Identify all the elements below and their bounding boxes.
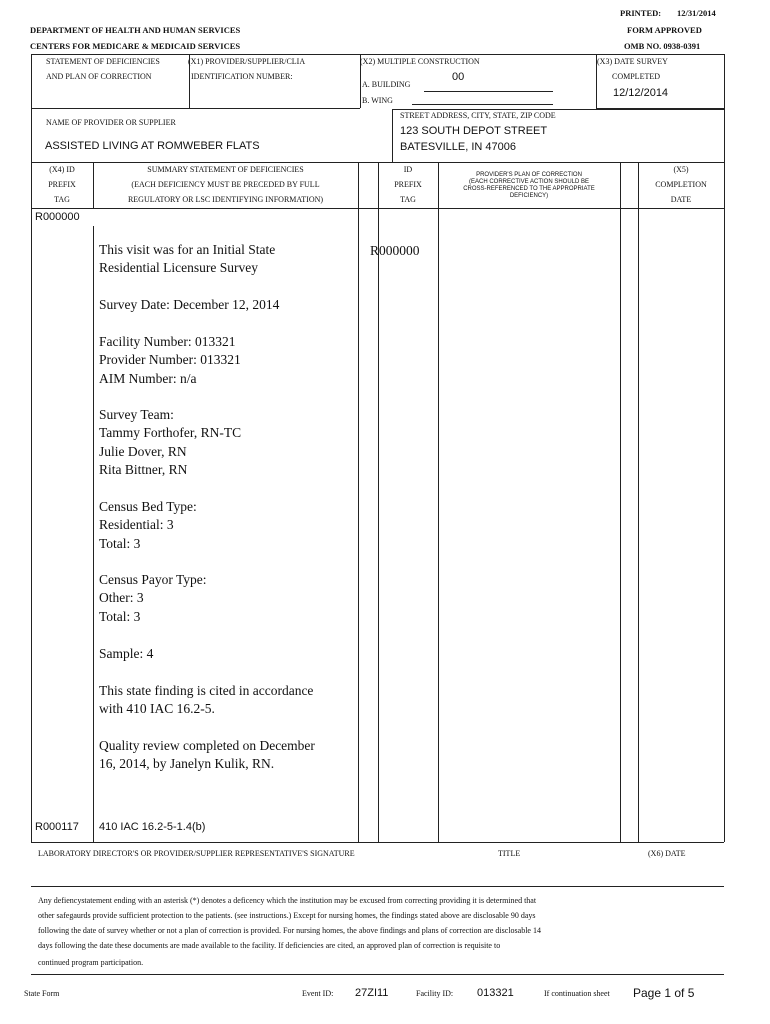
tag-top: R000000 (35, 211, 80, 223)
box-left-border (31, 54, 32, 108)
x3-date-value: 12/12/2014 (613, 87, 669, 99)
wing-label: B. WING (362, 96, 393, 105)
finding-line: Provider Number: 013321 (99, 352, 241, 368)
id-header-1: ID (403, 165, 413, 174)
table-divider-tag-header (93, 162, 94, 208)
finding-line: Quality review completed on December (99, 738, 315, 753)
x5-header-1: (X5) (673, 165, 689, 174)
title-label: TITLE (498, 849, 521, 858)
x3-label: (X3) DATE SURVEY (597, 57, 668, 66)
disclaimer-line: following the date of survey whether or not a plan of correction is provided. For nursing homes, the above findings and plans of correction are disclosable 14 (38, 926, 541, 935)
box-row-bottom-border-left (31, 108, 360, 109)
omb-number: OMB NO. 0938-0391 (624, 41, 701, 51)
wing-underline (412, 104, 553, 105)
regulation-bottom: 410 IAC 16.2-5-1.4(b) (99, 821, 206, 833)
provider-name-value: ASSISTED LIVING AT ROMWEBER FLATS (45, 140, 260, 152)
finding-line: with 410 IAC 16.2-5. (99, 701, 215, 717)
continuation-label: If continuation sheet (544, 989, 610, 998)
finding-line: Residential Licensure Survey (99, 260, 258, 276)
x1-label-1: (X1) PROVIDER/SUPPLIER/CLIA (188, 57, 306, 66)
finding-line: Census Payor Type: (99, 572, 207, 587)
x5-header-3: DATE (670, 195, 692, 204)
finding-line: Facility Number: 013321 (99, 334, 236, 349)
x4-header-1: (X4) ID (49, 165, 75, 174)
finding-line: This visit was for an Initial State (99, 242, 276, 257)
plan-header (438, 172, 620, 200)
summary-header-3: REGULATORY OR LSC IDENTIFYING INFORMATION) (127, 195, 324, 204)
finding-line: Tammy Forthofer, RN-TC (99, 425, 242, 441)
table-divider-tag (93, 226, 94, 842)
table-divider-plan (620, 162, 621, 842)
table-left-border (31, 162, 32, 842)
disclaimer-bottom-border (31, 974, 724, 975)
x4-header-2: PREFIX (48, 180, 76, 189)
disclaimer-line: Any defiencystatement ending with an asterisk (*) denotes a deficency which the institution may be excused from correcting providing it is determined that (38, 896, 537, 905)
finding-paragraph-5 (99, 498, 369, 553)
finding-line: This state finding is cited in accordance (99, 683, 314, 698)
printed-date: 12/31/2014 (677, 8, 716, 18)
x3-completed-label: COMPLETED (612, 72, 660, 81)
building-value: 00 (452, 71, 465, 83)
finding-paragraph-9 (99, 737, 369, 774)
building-label: A. BUILDING (362, 80, 411, 89)
finding-paragraph-8 (99, 682, 369, 719)
x2-label: (X2) MULTIPLE CONSTRUCTION (360, 57, 480, 66)
plan-header-1: PROVIDER'S PLAN OF CORRECTION (476, 172, 582, 178)
table-divider-plan-gap (638, 162, 639, 842)
signature-bottom-border (31, 886, 724, 887)
finding-paragraph-6 (99, 571, 369, 626)
plan-header-4: DEFICIENCY) (509, 193, 549, 199)
event-id-label: Event ID: (302, 989, 334, 998)
summary-header-2: (EACH DEFICIENCY MUST BE PRECEDED BY FULL (131, 180, 320, 189)
department-title: DEPARTMENT OF HEALTH AND HUMAN SERVICES (30, 25, 241, 35)
tag-bottom: R000117 (35, 821, 79, 833)
plan-header-3: CROSS-REFERENCED TO THE APPROPRIATE (463, 186, 595, 192)
event-id-value: 27ZI11 (355, 987, 389, 999)
disclaimer-line: other safegaurds provide sufficient protection to the patients. (see instructions.) Except for nursing homes, the findings stated above are disclosable 90 days (38, 911, 536, 920)
disclaimer-line: days following the date these documents are made available to the facility. If deficiencies are cited, an approved plan of correction is requisite to (38, 941, 501, 950)
finding-paragraph-2 (99, 296, 369, 314)
statement-label-1: STATEMENT OF DEFICIENCIES (46, 57, 160, 66)
summary-header-1: SUMMARY STATEMENT OF DEFICIENCIES (147, 165, 304, 174)
disclaimer-line: continued program participation. (38, 958, 144, 967)
facility-id-label: Facility ID: (416, 989, 454, 998)
form-approved: FORM APPROVED (627, 25, 702, 35)
address-label: STREET ADDRESS, CITY, STATE, ZIP CODE (400, 111, 556, 120)
provider-row-top-right (392, 109, 724, 110)
signature-label: LABORATORY DIRECTOR'S OR PROVIDER/SUPPLIER REPRESENTATIVE'S SIGNATURE (38, 849, 355, 858)
right-tag: R000000 (370, 243, 420, 258)
table-bottom-border (31, 842, 724, 843)
finding-line: Total: 3 (99, 608, 141, 624)
printed-label: PRINTED: (620, 8, 662, 18)
finding-line: Total: 3 (99, 535, 141, 551)
table-divider-gap (378, 162, 379, 842)
x1-label-2: IDENTIFICATION NUMBER: (191, 72, 293, 81)
table-right-border (724, 162, 725, 842)
finding-line: Residential: 3 (99, 517, 174, 533)
finding-line: Julie Dover, RN (99, 443, 187, 459)
finding-paragraph-1 (99, 241, 369, 278)
provider-divider (392, 109, 393, 162)
box-row-top-border (31, 54, 724, 55)
finding-line: AIM Number: n/a (99, 370, 197, 386)
box-right-border (724, 54, 725, 108)
finding-line: Other: 3 (99, 590, 144, 606)
x6-date-label: (X6) DATE (648, 849, 686, 858)
statement-label-2: AND PLAN OF CORRECTION (46, 72, 152, 81)
finding-line: Sample: 4 (99, 646, 154, 661)
table-divider-id (438, 162, 439, 842)
finding-line: Rita Bittner, RN (99, 462, 188, 478)
provider-right-border (724, 108, 725, 162)
address-line2: BATESVILLE, IN 47006 (400, 141, 516, 153)
finding-paragraph-3 (99, 333, 369, 388)
plan-header-2: (EACH CORRECTIVE ACTION SHOULD BE (468, 179, 590, 185)
provider-name-label: NAME OF PROVIDER OR SUPPLIER (46, 118, 176, 127)
finding-paragraph-4 (99, 406, 369, 480)
building-underline (424, 91, 553, 92)
provider-left-border (31, 108, 32, 162)
facility-id-value: 013321 (477, 987, 514, 999)
page-number: Page 1 of 5 (633, 986, 695, 1000)
id-header-2: PREFIX (394, 180, 422, 189)
finding-paragraph-7 (99, 645, 369, 663)
centers-title: CENTERS FOR MEDICARE & MEDICAID SERVICES (30, 41, 241, 51)
finding-line: Survey Team: (99, 407, 174, 422)
finding-line: 16, 2014, by Janelyn Kulik, RN. (99, 756, 275, 772)
id-header-3: TAG (400, 195, 416, 204)
finding-line: Census Bed Type: (99, 499, 197, 514)
x5-header-2: COMPLETION (655, 180, 707, 189)
x4-header-3: TAG (54, 195, 70, 204)
finding-line: Survey Date: December 12, 2014 (99, 297, 280, 312)
state-form-label: State Form (24, 989, 60, 998)
address-line1: 123 SOUTH DEPOT STREET (400, 125, 548, 137)
